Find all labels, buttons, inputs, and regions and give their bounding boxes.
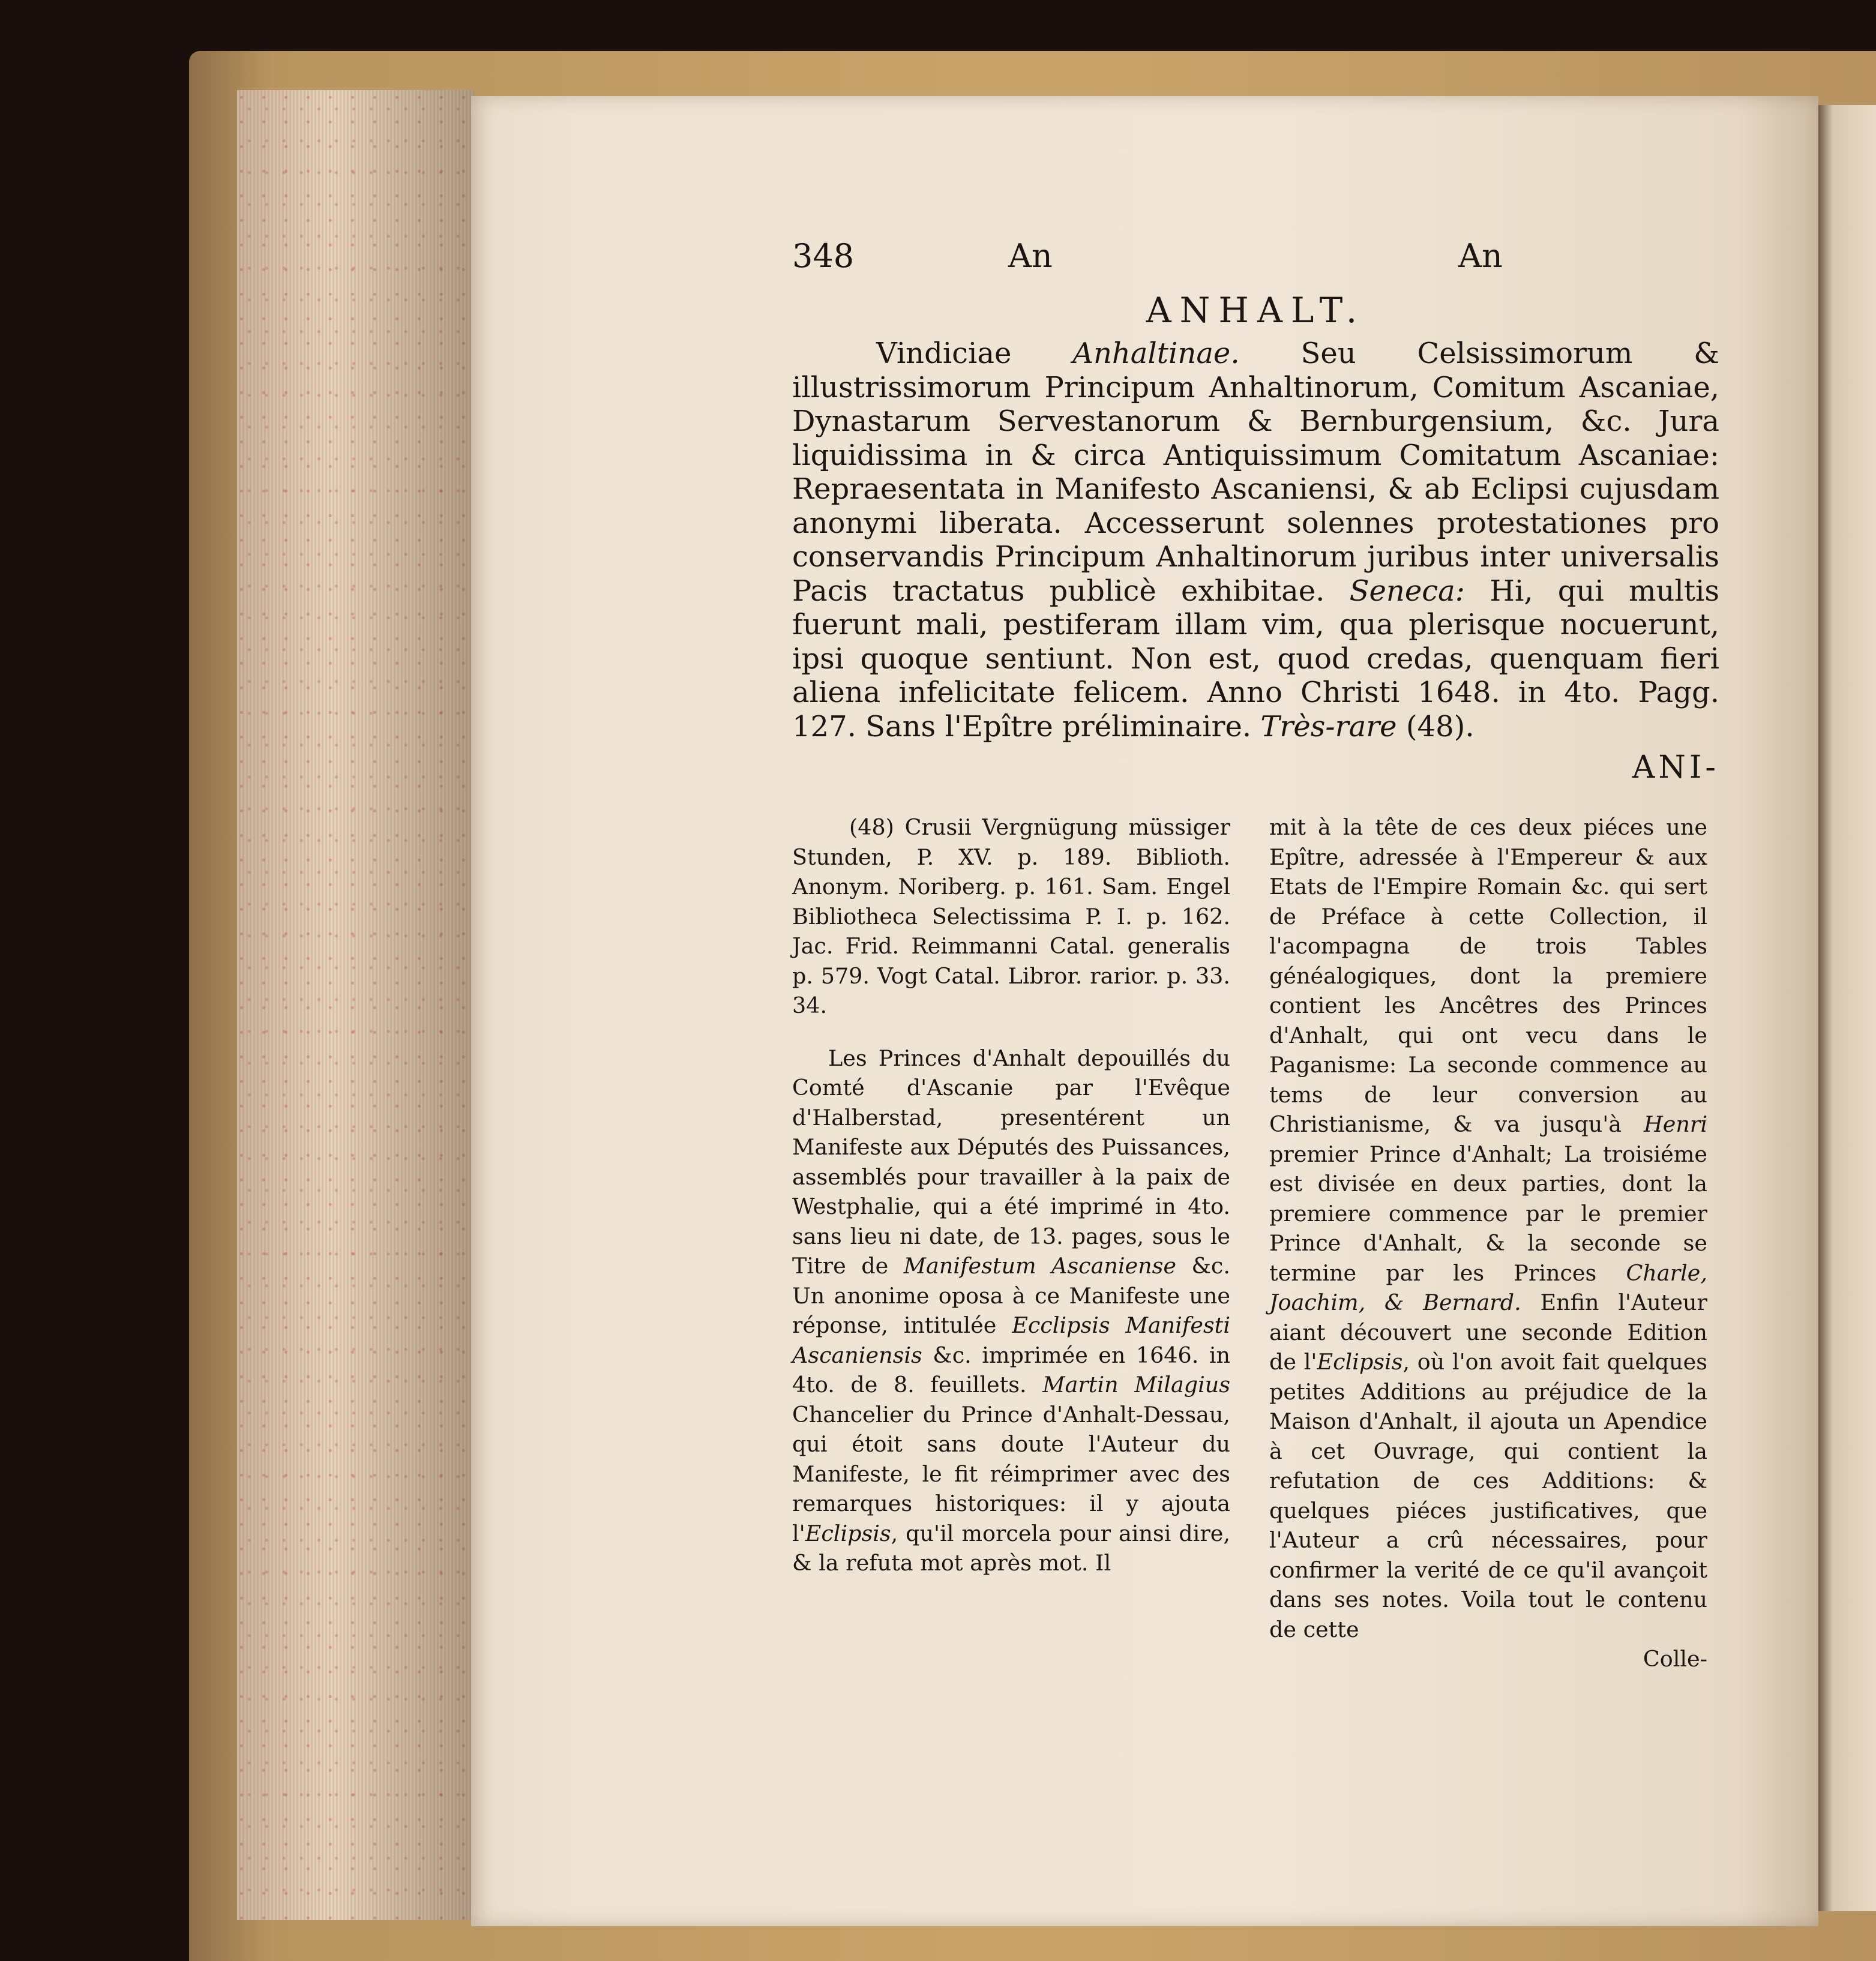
page-content bbox=[792, 237, 1720, 1672]
italic-run: Henri bbox=[1643, 1111, 1707, 1137]
italic-run: Eclipsis bbox=[805, 1520, 891, 1546]
entry-quote: Hi, qui multis fuerunt mali, pestiferam illam vim, qua plerisque nocuerunt, ipsi quoque sentiunt. Non est, quod credas, quenquam fieri aliena infelicitate felicem. Anno Christi 1648. in 4to. Pagg. 127. Sans l'Epître préliminaire. bbox=[792, 574, 1720, 743]
footnote-48: (48) Crusii Vergnügung müssiger Stunden, P. XV. p. 189. Biblioth. Anonym. Noriberg. p. 161. Sam. Engel Bibliotheca Selectissima P. I. p. 162. Jac. Frid. Reimmanni Catal. generalis p. 579. Vogt Catal. Libror. rarior. p. 33. 34. bbox=[792, 814, 1230, 1018]
entry-body: Seu Celsissimorum & illustrissimorum Principum Anhaltinorum, Comitum Ascaniae, Dynastarum Servestanorum & Bernburgensium, &c. Jura liquidissima in & circa Antiquissimum Comitatum Ascaniae: Repraesentata in Manifesto Ascaniensi, & ab Eclipsi cujusdam anonymi liberata. Accesserunt solennes protestationes pro conservandis Principum Anhaltinorum juribus inter universalis Pacis tractatus publicè exhibitae. bbox=[792, 337, 1719, 608]
italic-run: Charle, Joachim, & Bernard. bbox=[1269, 1260, 1707, 1315]
page-number: 348 bbox=[792, 237, 855, 275]
entry-italic-title: Anhaltinae. bbox=[1072, 337, 1240, 370]
page-edges-shade bbox=[237, 90, 474, 1920]
text-run: &c. imprimée en 1646. in 4to. de 8. feuillets. bbox=[792, 1342, 1230, 1398]
commentary-left bbox=[792, 1044, 1230, 1578]
text-run: premier Prince d'Anhalt; La troisiéme est divisée en deux parties, dont la premiere commence par le premier Prince d'Anhalt, & la seconde se termine par les Princes bbox=[1269, 1141, 1707, 1286]
catchword-main: ANI- bbox=[1632, 749, 1719, 785]
right-column bbox=[1269, 812, 1707, 1674]
bibliographic-entry bbox=[792, 337, 1719, 743]
italic-run: Martin Milagius bbox=[1042, 1372, 1230, 1398]
entry-note-ref: (48). bbox=[1405, 709, 1475, 743]
catchword-column: Colle- bbox=[1643, 1646, 1707, 1672]
text-run: Chancelier du Prince d'Anhalt-Dessau, qui étoit sans doute l'Auteur du Manifeste, le fit réimprimer avec des remarques historiques: il y ajouta l' bbox=[792, 1401, 1230, 1546]
facing-page-edge bbox=[1818, 105, 1876, 1911]
commentary-right bbox=[1269, 812, 1707, 1644]
text-run: Les Princes d'Anhalt depouillés du Comté d'Ascanie par l'Evêque d'Halberstad, presentérent un Manifeste aux Députés des Puissances, assemblés pour travailler à la paix de Westphalie, qui a été imprimé in 4to. sans lieu ni date, de 13. pages, sous le Titre de bbox=[792, 1045, 1230, 1279]
text-run: Enfin l'Auteur aiant découvert une seconde Edition de l' bbox=[1269, 1290, 1707, 1375]
text-run: , qu'il morcela pour ainsi dire, & la refuta mot après mot. Il bbox=[792, 1520, 1230, 1576]
text-run: , où l'on avoit fait quelques petites Additions au préjudice de la Maison d'Anhalt, il ajouta un Apendice à cet Ouvrage, qui contient la refutation de ces Additions: & quelques piéces justificatives, que l'Auteur a crû nécessaires, pour confirmer la verité de ce qu'il avançoit dans ses notes. Voila tout le contenu de cette bbox=[1269, 1349, 1707, 1642]
entry-heading: ANHALT. bbox=[1146, 290, 1366, 331]
running-head-right: An bbox=[1458, 237, 1503, 275]
left-column bbox=[792, 812, 1230, 1578]
commentary-columns bbox=[792, 812, 1719, 1672]
text-run: &c. Un anonime oposa à ce Manifeste une réponse, intitulée bbox=[792, 1253, 1230, 1338]
italic-run: Ecclipsis Manifesti Ascaniensis bbox=[792, 1312, 1230, 1368]
italic-run: Eclipsis bbox=[1317, 1349, 1403, 1375]
text-run: mit à la tête de ces deux piéces une Epître, adressée à l'Empereur & aux Etats de l'Empire Romain &c. qui sert de Préface à cette Collection, il l'acompagna de trois Tables généalogiques, dont la premiere contient les Ancêtres des Princes d'Anhalt, qui ont vecu dans le Paganisme: La seconde commence au tems de leur conversion au Christianisme, & va jusqu'à bbox=[1269, 814, 1707, 1137]
entry-rarity: Très-rare bbox=[1260, 709, 1397, 743]
entry-lead: Vindiciae bbox=[876, 337, 1012, 370]
running-head bbox=[792, 237, 1719, 285]
running-head-left: An bbox=[1008, 237, 1053, 275]
italic-run: Manifestum Ascaniense bbox=[903, 1253, 1176, 1279]
entry-quote-author: Seneca: bbox=[1349, 574, 1465, 608]
